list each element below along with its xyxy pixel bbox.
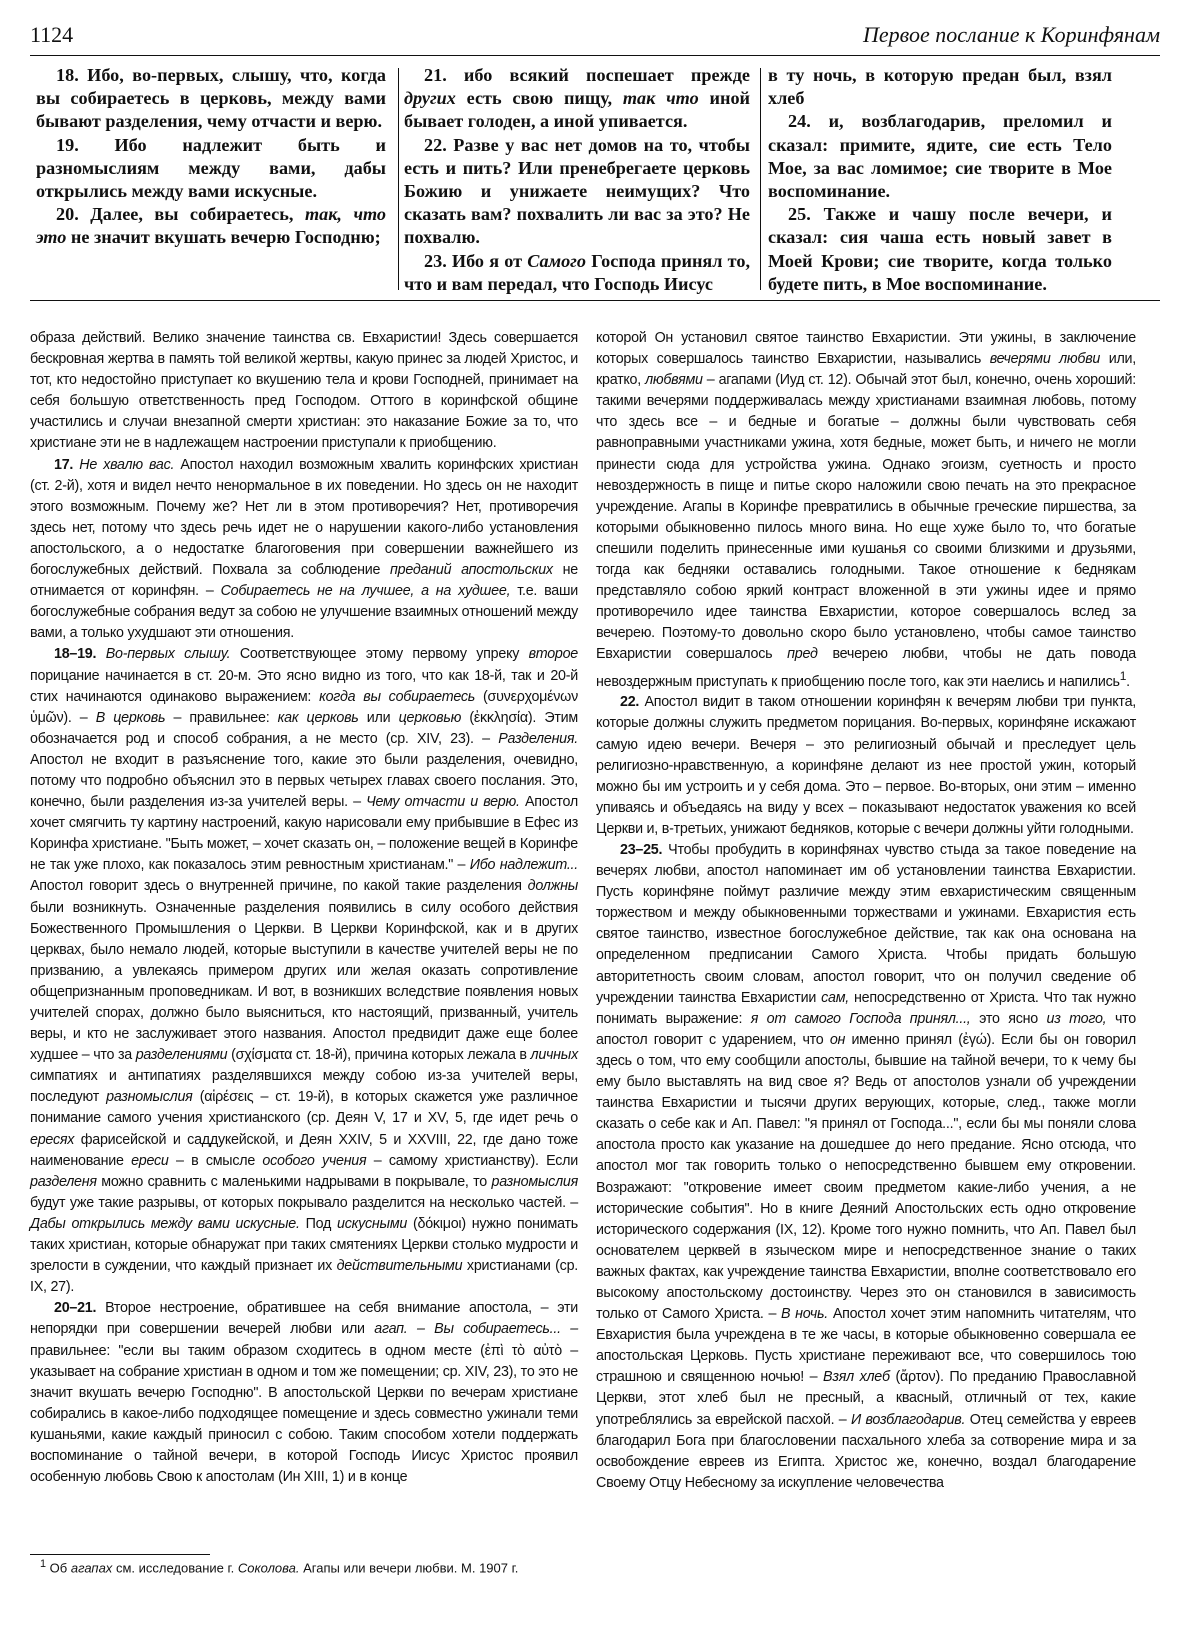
page-header — [30, 20, 1160, 54]
commentary-paragraph-20-21: 20–21. Второе нестроение, обратившее на себя внимание апостола, – эти непорядки при совершении вечерей любви или агап. – Вы собираетесь... – правильнее: "если вы таким образом сходитесь в одном месте (ἐπὶ τὸ αὐτὸ – указывает на собрание христиан в одном и том же помещении; ср. XIV, 23), то это не значит вкушать вечерю Господню". В апостольской Церкви по вечерам христиане собирались в какое-либо подходящее помещение и здесь совместно ужинали теми кушаньями, какие каждый приносил с собою. Таким способом хотели поддержать воспоминание о тайной вечери, в которой Господь Иисус Христос проявил особенную любовь Свою к апостолам (Ин XIII, 1) и в конце — [30, 1300, 578, 1486]
commentary-paragraph-23-25: 23–25. Чтобы пробудить в коринфянах чувство стыда за такое поведение на вечерях любви, апостол напоминает им об установлении таинства Евхаристии. Пусть коринфяне поймут различие между этим евхаристическим священным торжеством и между обыкновенными торжествами и ужинами. Евхаристия есть святое таинство, известное богослужебное действие, так как она основана на определенном предписании Самого Христа. Чтобы придать большую авторитетность своим словам, апостол говорит, что он получил сведение об учреждении таинства Евхаристии сам, непосредственно от Христа. Что так нужно понимать выражение: я от самого Господа принял..., это ясно из того, что апостол говорит с ударением, что он именно принял (ἐγώ). Если бы он говорил здесь о том, что ему сообщили апостолы, бывшие на тайной вечери, то к чему бы ему было выставлять на вид свое я? Ведь от апостолов узнали об учреждении таинства Евхаристии и тысячи других верующих, которые, след., также могли сказать о себе как и Ап. Павел: "я принял от Господа...", если бы мы поняли слова апостола просто как указание на дошедшее до него предание. Ясно отсюда, что апостол мог так говорить только о непосредственно бывшем ему откровении. Возражают: "откровение имеет своим предметом какие-либо учения, а не исторические события". Но в книге Деяний Апостольских есть одно откровение исторического содержания (IX, 12). Кроме того нужно помнить, что Ап. Павел был основателем церквей в языческом мире и непосредственное знание о таких важных фактах, как учреждение таинства Евхаристии, вполне соответствовало его высокому апостольскому достоинству. Через это он становился в зависимость только от Самого Христа. – В ночь. Апостол хочет этим напомнить читателям, что Евхаристия была учреждена в те же часы, в которые обыкновенно совершала ее апостольская Церковь. Пусть христиане переживают все, что совершилось тою страшною и священною ночью! – Взял хлеб (ἄρτον). По преданию Православной Церкви, этот хлеб был не пресный, а квасный, отличный от тех, какие употреблялись за еврейской пасхой. – И возблагодарив. Отец семейства у евреев благодарил Бога при благословении пасхального хлеба за сотворение мира и за освобождение евреев из Египта. Христос же, конечно, воздал благодарение Своему Отцу Небесному за искупление человечества — [596, 842, 1136, 1491]
verse-column-2 — [404, 64, 750, 296]
running-title: Первое послание к Коринфянам — [863, 22, 1160, 47]
verse-column-3 — [768, 64, 1112, 296]
footnote: $^1$ Об агапах см. исследование г. Соколова. Агапы или вечери любви. М. 1907 г. — [40, 1558, 519, 1576]
verse-21: 21. ибо всякий поспешает прежде других есть свою пищу, так что иной бывает голоден, а иной упивается. — [404, 65, 751, 132]
commentary-paragraph: образа действий. Велико значение таинства св. Евхаристии! Здесь совершается бескровная жертва в память той великой жертвы, какую принес за людей Христос, и тот, кто недостойно приступает ко вкушению тела и крови Господней, принимает на себя большую ответственность пред Господом. Оттого в коринфской общине участились и случаи внезапной смерти христиан: это наказание Божие за то, что христиане эти не в надлежащем настроении приступали к приобщению. — [30, 330, 578, 452]
footnote-rule — [30, 1554, 210, 1555]
page-number: 1124 — [30, 22, 74, 47]
commentary-paragraph: которой Он установил святое таинство Евхаристии. Эти ужины, в заключение которых совершалось таинство Евхаристии, назывались вечерями любви или, кратко, любвями – агапами (Иуд ст. 12). Обычай этот был, конечно, очень хороший: такими вечерями поддерживалась между христианами взаимная любовь, потому что здесь все – и бедные и богатые – должны были чувствовать себя равноправными участниками ужина, хотя бедные, может быть, и ничего не могли принести сюда для устройства ужина. Однако эгоизм, суетность и просто невоздержность в пище и питье скоро наложили свою печать на это прекрасное учреждение. Агапы в Коринфе превратились в обычные греческие пиршества, за которыми обыкновенно пилось много вина. Но еще хуже было то, что богатые спешили поделить принесенные ими кушанья со своими близкими и друзьями, тогда как бедняки оставались голодными. Такое отношение к беднякам представляло собою яркий контраст вложенной в эти ужины идее и прямо противоречило идее таинства Евхаристии, которое совершалось вслед за вечерею. Поэтому-то довольно скоро было установлено, чтобы самое таинство Евхаристии совершалось пред вечерею любви, чтобы не дать повода невоздержным приступать к приобщению после того, как эти наелись и напились$^1$. — [596, 330, 1136, 690]
verse-23-continued: в ту ночь, в которую предан был, взял хлеб — [768, 65, 1112, 109]
verse-column-1 — [36, 64, 386, 250]
footnote-reference: 1 — [1119, 668, 1127, 683]
verse-20: 20. Далее, вы собираетесь, так, что это не значит вкушать вечерю Господню; — [36, 204, 387, 248]
commentary-column-left — [30, 328, 578, 1488]
verse-25: 25. Также и чашу после вечери, и сказал: сия чаша есть новый завет в Моей Крови; сие творите, когда только будете пить, в Мое воспоминание. — [768, 204, 1112, 294]
verse-18: 18. Ибо, во-первых, слышу, что, когда вы собираетесь в церковь, между вами бывают разделения, чему отчасти и верю. — [36, 65, 386, 132]
verse-22: 22. Разве у вас нет домов на то, чтобы есть и пить? Или пренебрегаете церковь Божию и унижаете неимущих? Что сказать вам? похвалить ли вас за это? Не похвалю. — [404, 134, 750, 248]
verse-24: 24. и, возблагодарив, преломил и сказал: примите, ядите, сие есть Тело Мое, за вас ломимое; сие творите в Мое воспоминание. — [768, 111, 1112, 202]
commentary-paragraph-18-19: 18–19. Во-первых слышу. Соответствующее этому первому упреку второе порицание начинается в ст. 20-м. Это ясно видно из того, что как 18-й, так и 20-й стих начинаются одинаково выражением: когда вы собираетесь (συνερχομένων ὑμῶν). – В церковь – правильнее: как церковь или церковью (ἐκκλησία). Этим обозначается род и способ собрания, а не место (ср. XIV, 23). – Разделения. Апостол не входит в разъяснение того, какие это были разделения, очевидно, потому что подробно объяснил это в первых четырех главах своего послания. Это, конечно, были разделения из-за учителей веры. – Чему отчасти и верю. Апостол хочет смягчить ту картину настроений, какую нарисовали ему прибывшие в Ефес из Коринфа христиане. "Быть может, – хочет сказать он, – положение вещей в Коринфе не так уже плохо, как показалось этим ревностным христианам." – Ибо надлежит... Апостол говорит здесь о внутренней причине, по какой такие разделения должны были возникнуть. Означенные разделения появились в силу особого действия Божественного Промышления о Церкви. В Церкви Коринфской, как и в других церквах, было немало людей, которые выступили в качестве учителей веры не по призванию, а увлекаясь примером других или желая оказать сопротивление общепризнанным проповедникам. И вот, в возникших вследствие появления новых учителей спорах, должно было выясниться, кто настоящий, призванный, учитель веры, и кто не заслуживает этого названия. Апостол предвидит даже еще более худшее – что за разделениями (σχίσματα ст. 18-й), причина которых лежала в личных симпатиях и антипатиях разделявшихся между собою из-за учителей веры, последуют разномыслия (αἱρέσεις – ст. 19-й), в которых скажется уже различное понимание самого учения христианского (ср. Деян V, 17 и XV, 5, где идет речь о ересях фарисейской и саддукейской, и Деян XXIV, 5 и XXVIII, 22, где дано тоже наименование ереси – в смысле особого учения – самому христианству). Если разделеня можно сравнить с маленькими надрывами в покрывале, то разномыслия будут уже такие разрывы, от которых покрывало разделится на несколько частей. – Дабы открылись между вами искусные. Под искусными (δόκιμοι) нужно понимать таких христиан, которые обнаружат при таких смятениях Церкви столько мудрости и зрелости в суждении, что каждый признает их действительными христианами (ср. IX, 27). — [30, 646, 579, 1296]
column-divider-1 — [398, 68, 399, 290]
section-rule — [30, 300, 1160, 301]
column-divider-2 — [760, 68, 761, 290]
verse-23: 23. Ибо я от Самого Господа принял то, что и вам передал, что Господь Иисус — [404, 250, 750, 294]
commentary-paragraph-17: 17. Не хвалю вас. Апостол находил возможным хвалить коринфских христиан (ст. 2-й), хотя и видел нечто ненормальное в их поведении. Но здесь он не находит этого возможным. Почему же? Нет ли в этом противоречия? Нет, противоречия здесь нет, потому что здесь речь идет не о нарушении какого-либо установления апостольского, а о недостатке благоговения при совершении важнейшего из богослужебных действий. Похвала за соблюдение преданий апостольских не отнимается от коринфян. – Собираетесь не на лучшее, а на худшее, т.е. ваши богослужебные собрания ведут за собою не улучшение взаимных отношений между вами, а только ухудшают эти отношения. — [30, 456, 578, 642]
header-rule — [30, 55, 1160, 56]
verse-19: 19. Ибо надлежит быть и разномыслиям между вами, дабы открылись между вами искусные. — [36, 134, 386, 202]
commentary-column-right — [596, 328, 1136, 1494]
commentary-paragraph-22: 22. Апостол видит в таком отношении коринфян к вечерям любви три пункта, которые должны служить предметом порицания. Во-первых, коринфяне искажают самую идею вечери. Вечеря – это религиозный обычай и преследует цель религиозно-нравственную, а коринфяне делают из нее простой ужин, который можно бы им устроить и у себя дома. Это – первое. Во-вторых, они этим – именно упиваясь и объедаясь на виду у всех – показывают недостаток уважения ко всей Церкви и, в-третьих, унижают бедняков, которые с вечери должны уйти голодными. — [596, 694, 1136, 837]
